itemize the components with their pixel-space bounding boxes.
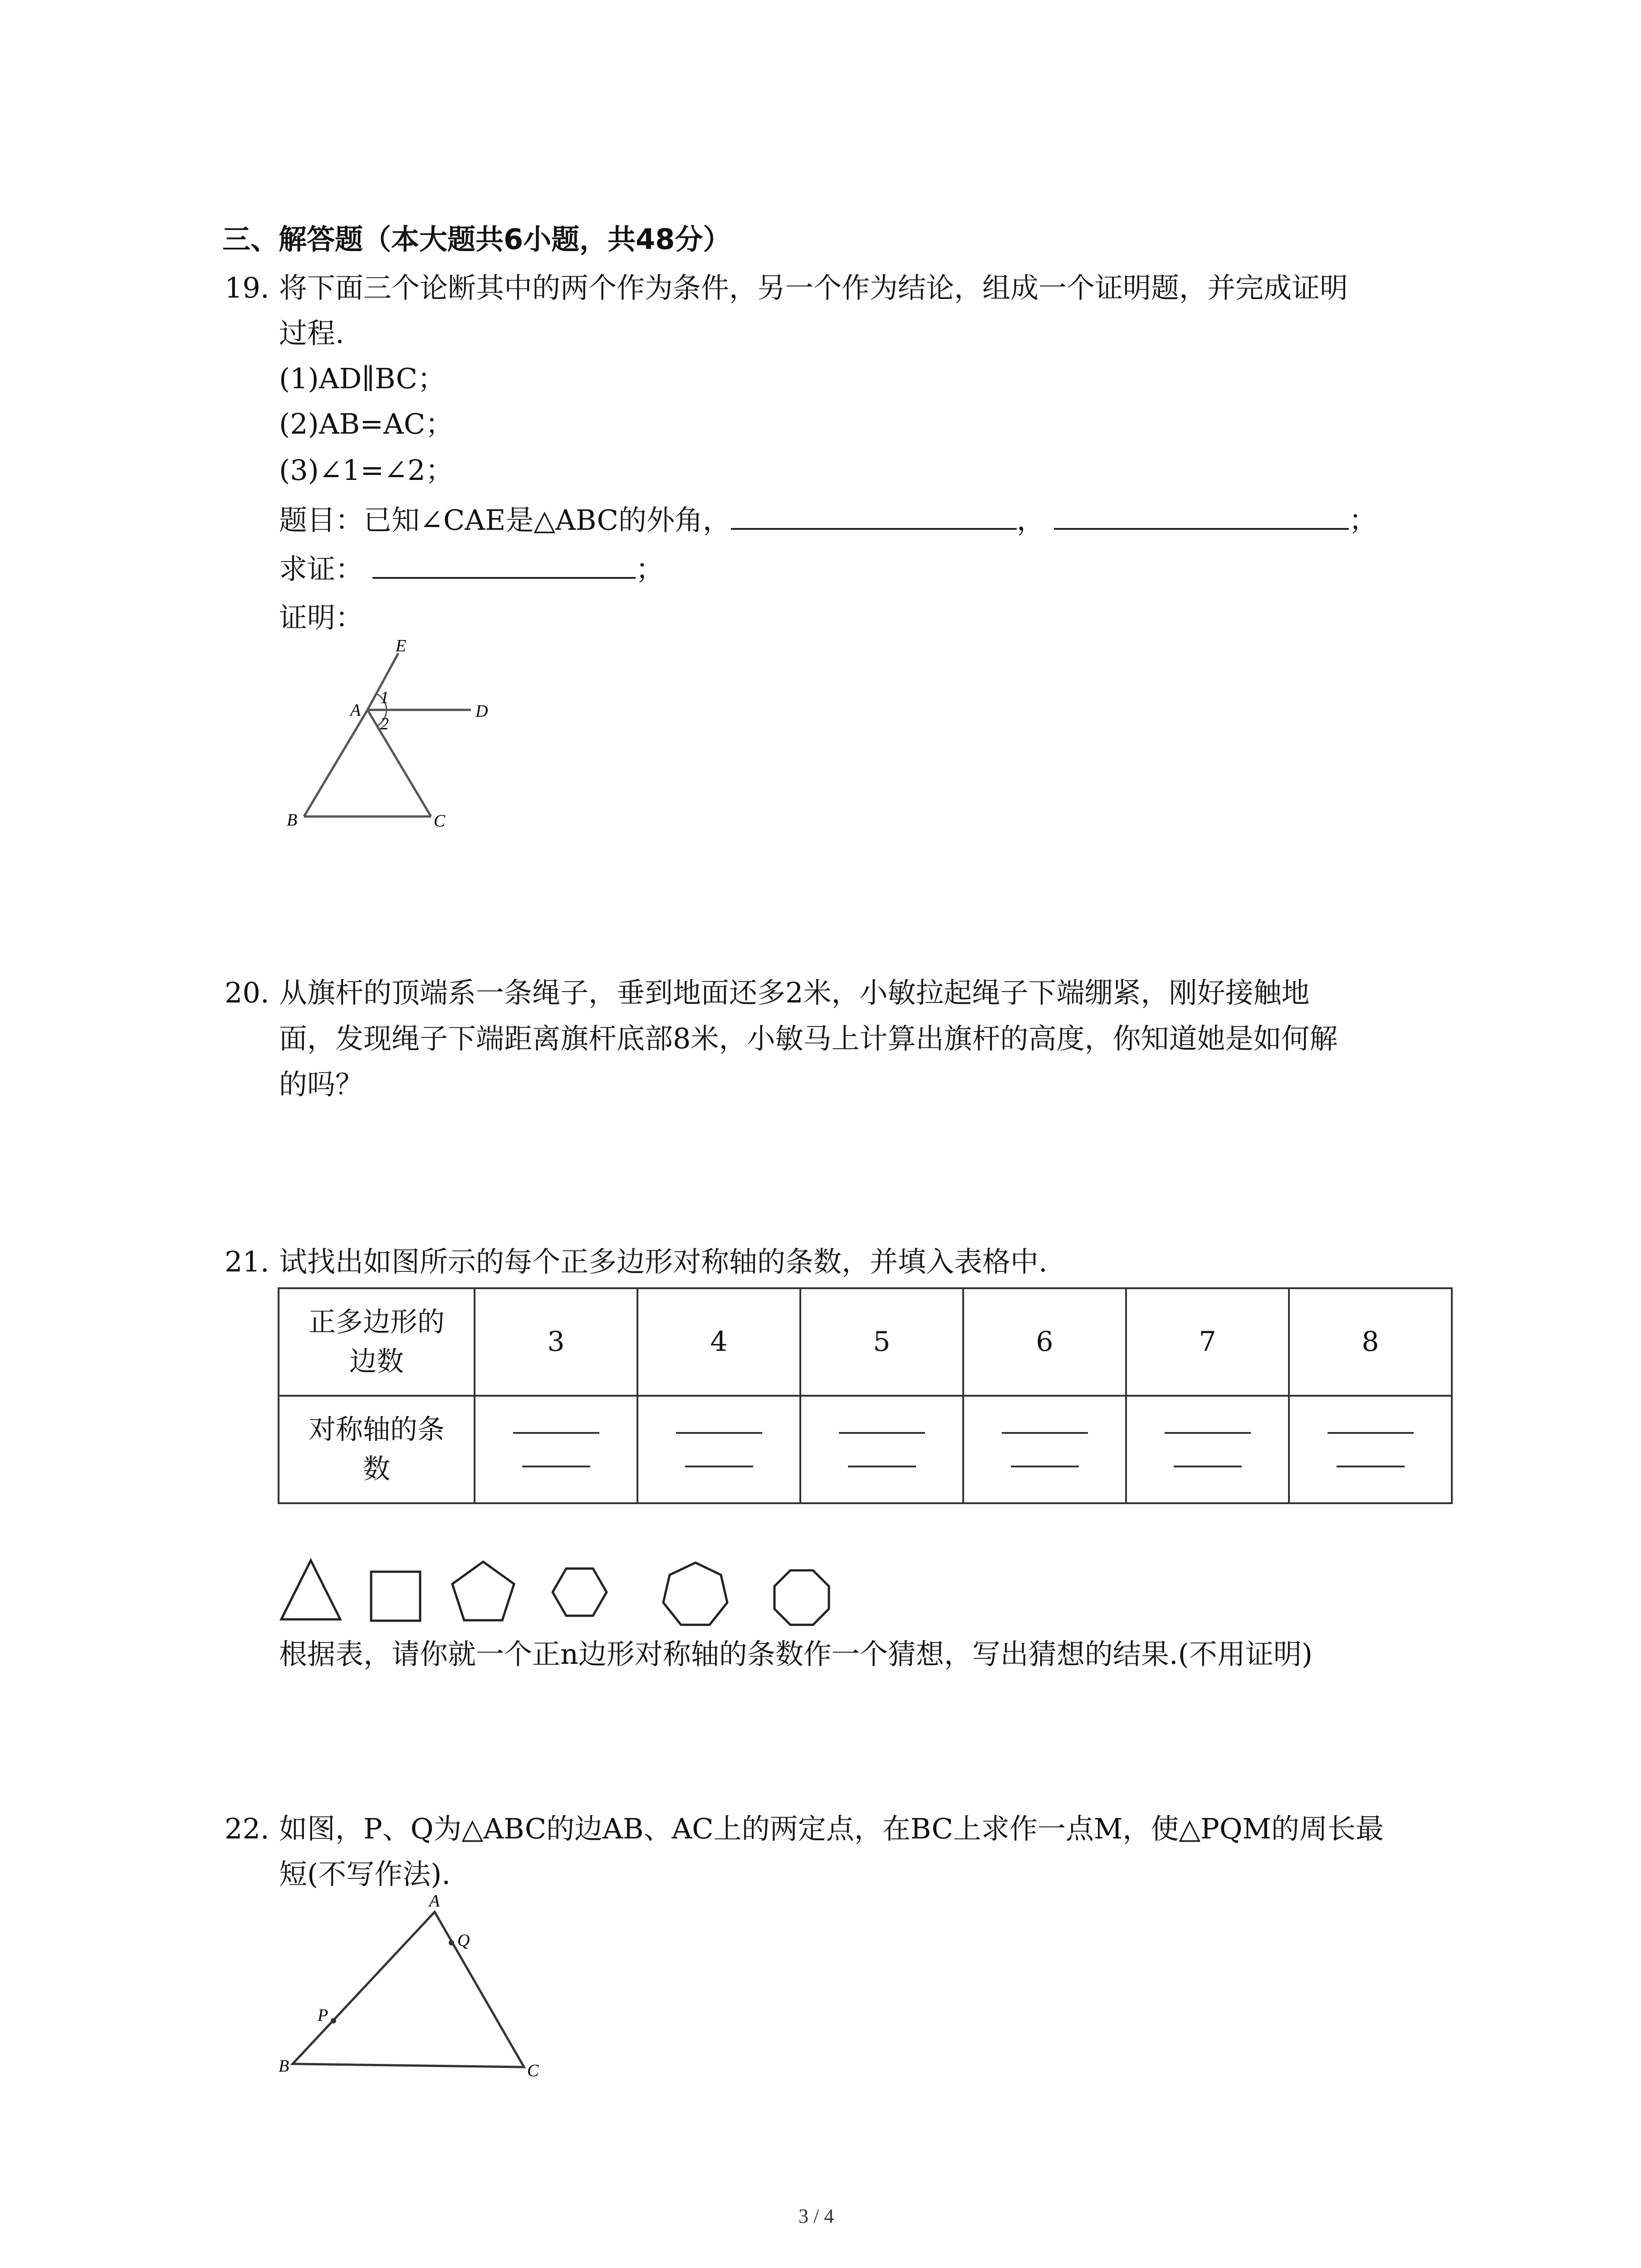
table-cell-sides: 3 [475,1288,637,1396]
table-cell-sides: 8 [1289,1288,1452,1396]
prove-prefix: 求证： [279,552,364,586]
condition-3: (3)∠1=∠2； [279,454,454,487]
label-e: E [396,636,407,655]
label-angle-2: 2 [380,714,389,733]
given-line [279,503,1377,537]
question-text-line-2: 面，发现绳子下端距离旗杆底部8米，小敏马上计算出旗杆的高度，你知道她是如何解 [279,1022,1338,1055]
question-text-line-2: 短(不写作法). [279,1857,451,1891]
table-cell-sides: 5 [800,1288,963,1396]
triangle-figure-abcde [272,635,526,839]
label-c: C [527,2061,539,2080]
square-shape [371,1572,420,1621]
table-header-axes: 对称轴的条 数 [279,1396,475,1503]
section-heading: 三、解答题（本大题共6小题，共48分） [222,223,731,256]
answer-cell[interactable] [475,1396,637,1503]
page-number: 3 / 4 [798,2205,834,2227]
question-text-line-3: 的吗？ [279,1068,364,1101]
semicolon: ； [1349,503,1377,537]
question-number: 22. [225,1812,269,1845]
question-text-line-1: 从旗杆的顶端系一条绳子，垂到地面还多2米，小敏拉起绳子下端绷紧，刚好接触地 [279,976,1310,1009]
symmetry-axis-table [278,1287,1453,1504]
answer-cell[interactable] [1126,1396,1289,1503]
question-text-line-1: 如图，P、Q为△ABC的边AB、AC上的两定点，在BC上求作一点M，使△PQM的周长最 [279,1812,1384,1845]
label-q: Q [457,1931,470,1950]
given-prefix: 题目：已知∠CAE是△ABC的外角， [279,503,731,537]
condition-1: (1)AD∥BC； [279,362,446,395]
condition-2: (2)AB=AC； [279,407,454,440]
label-b: B [279,2057,289,2076]
table-cell-sides: 7 [1126,1288,1289,1396]
label-d: D [475,702,488,721]
answer-cell[interactable] [963,1396,1126,1503]
octagon-shape [774,1570,829,1625]
label-b: B [287,811,298,830]
comma: ， [1017,503,1045,537]
answer-blank-condition-a[interactable] [731,504,1017,530]
label-a: A [429,1892,440,1911]
table-row-sides [279,1288,1452,1396]
table-header-sides: 正多边形的 边数 [279,1288,475,1396]
regular-polygons-figure [272,1547,844,1637]
question-number: 21. [225,1245,269,1278]
question-stem-continued: 过程. [279,317,344,350]
hexagon-shape [553,1569,607,1616]
point-p [331,2018,336,2024]
answer-blank-condition-b[interactable] [1054,504,1349,530]
answer-cell[interactable] [637,1396,800,1503]
label-angle-1: 1 [380,688,389,707]
question-number: 20. [225,976,269,1009]
question-stem: 试找出如图所示的每个正多边形对称轴的条数，并填入表格中. [279,1245,1048,1278]
pentagon-shape [452,1562,514,1620]
triangle-abc [293,1912,524,2067]
heptagon-shape [663,1563,727,1625]
conjecture-prompt: 根据表，请你就一个正n边形对称轴的条数作一个猜想，写出猜想的结果.(不用证明) [279,1637,1313,1671]
proof-label: 证明： [279,601,364,634]
point-q [449,1940,454,1945]
table-cell-sides: 6 [963,1288,1126,1396]
semicolon: ； [636,552,664,586]
triangle-shape [281,1560,340,1619]
label-c: C [434,811,446,831]
table-cell-sides: 4 [637,1288,800,1396]
answer-blank-conclusion[interactable] [372,553,636,579]
label-a: A [350,701,361,720]
triangle-figure-pqm [272,1889,581,2093]
prove-line [279,552,664,586]
answer-cell[interactable] [1289,1396,1452,1503]
answer-cell[interactable] [800,1396,963,1503]
table-row-axes [279,1396,1452,1503]
segment-ac [367,710,431,816]
question-number: 19. [225,271,269,304]
segment-ba [304,710,367,816]
label-p: P [318,2006,328,2025]
question-stem: 将下面三个论断其中的两个作为条件，另一个作为结论，组成一个证明题，并完成证明 [279,271,1348,304]
